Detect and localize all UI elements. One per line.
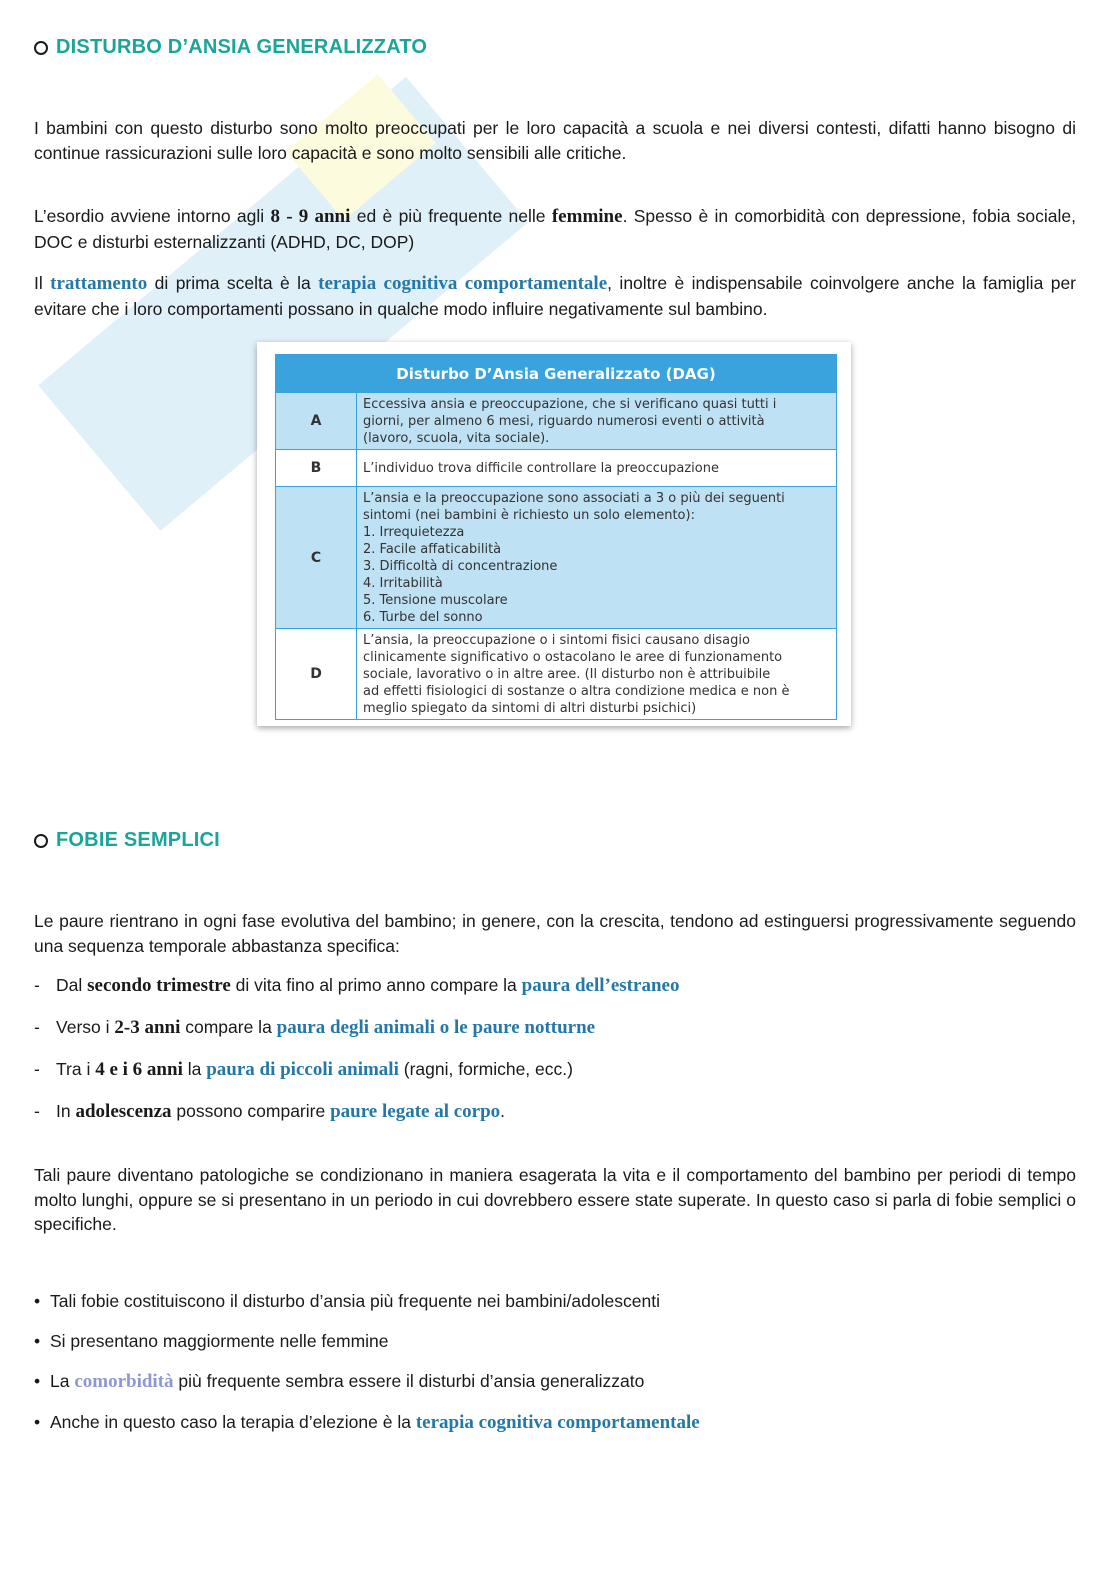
hollow-circle-bullet-icon — [34, 834, 48, 848]
fobie-paragraph-2: Tali paure diventano patologiche se condizionano in maniera esagerata la vita e il comportamento del bambino per periodi di tempo molto lunghi, oppure se si presentano in un periodo in cui dovrebbero essere state superate. In questo caso si parla di fobie semplici o specifiche. — [34, 1165, 1076, 1234]
hollow-circle-bullet-icon — [34, 41, 48, 55]
dag-paragraph-3: Il trattamento di prima scelta è la terapia cognitiva comportamentale, inoltre è indispensabile coinvolgere anche la famiglia per evitare che i loro comportamenti possano in qualche modo influire negativamente sul bambino. — [34, 273, 1077, 319]
dag-paragraph-1: I bambini con questo disturbo sono molto preoccupati per le loro capacità a scuola e nei diversi contesti, difatti hanno bisogno di continue rassicurazioni sulle loro capacità e sono molto sensibili alle critiche. — [34, 118, 1076, 163]
table-row: C L’ansia e la preoccupazione sono associati a 3 o più dei seguenti sintomi (nei bambini è richiesto un solo elemento): 1. Irrequietezza 2. Facile affaticabilità 3. Difficoltà di concentrazione 4. Irritabilità 5. Tensione muscolare 6. Turbe del sonno — [276, 487, 837, 629]
list-item: - Verso i 2-3 anni compare la paura degli animali o le paure notturne — [34, 1017, 596, 1038]
table-row: B L’individuo trova difficile controllare la preoccupazione — [276, 450, 837, 487]
list-item: • Si presentano maggiormente nelle femmine — [34, 1331, 389, 1351]
list-item: - Dal secondo trimestre di vita fino al primo anno compare la paura dell’estraneo — [34, 975, 680, 996]
list-item: • Anche in questo caso la terapia d’elezione è la terapia cognitiva comportamentale — [34, 1412, 700, 1433]
section-heading-dag: DISTURBO D’ANSIA GENERALIZZATO — [34, 36, 427, 59]
table-row: A Eccessiva ansia e preoccupazione, che si verificano quasi tutti i giorni, per almeno 6 mesi, riguardo numerosi eventi o attività (lavoro, scuola, vita sociale). — [276, 393, 837, 450]
list-item: • La comorbidità più frequente sembra essere il disturbi d’ansia generalizzato — [34, 1371, 645, 1392]
table-row: D L’ansia, la preoccupazione o i sintomi fisici causano disagio clinicamente significativo o ostacolano le aree di funzionamento sociale, lavorativo o in altre aree. (Il disturbo non è attribuibile ad effetti fisiologici di sostanze o altra condizione medica e non è meglio spiegato da sintomi di altri disturbi psichici) — [276, 629, 837, 720]
list-item: • Tali fobie costituiscono il disturbo d’ansia più frequente nei bambini/adolescenti — [34, 1291, 660, 1311]
dag-table-title: Disturbo D’Ansia Generalizzato (DAG) — [276, 355, 837, 393]
fobie-paragraph-1: Le paure rientrano in ogni fase evolutiva del bambino; in genere, con la crescita, tendono ad estinguersi progressivamente seguendo una sequenza temporale abbastanza specifica: — [34, 911, 1076, 956]
list-item: - Tra i 4 e i 6 anni la paura di piccoli animali (ragni, formiche, ecc.) — [34, 1059, 573, 1080]
dag-paragraph-2: L’esordio avviene intorno agli 8 - 9 anni ed è più frequente nelle femmine. Spesso è in comorbidità con depressione, fobia sociale, DOC e disturbi esternalizzanti (ADHD, DC, DOP) — [34, 206, 1076, 252]
list-item: - In adolescenza possono comparire paure legate al corpo. — [34, 1101, 506, 1122]
section-heading-fobie: FOBIE SEMPLICI — [34, 829, 220, 852]
dag-criteria-table — [275, 354, 837, 720]
dag-criteria-table-image — [257, 342, 851, 726]
